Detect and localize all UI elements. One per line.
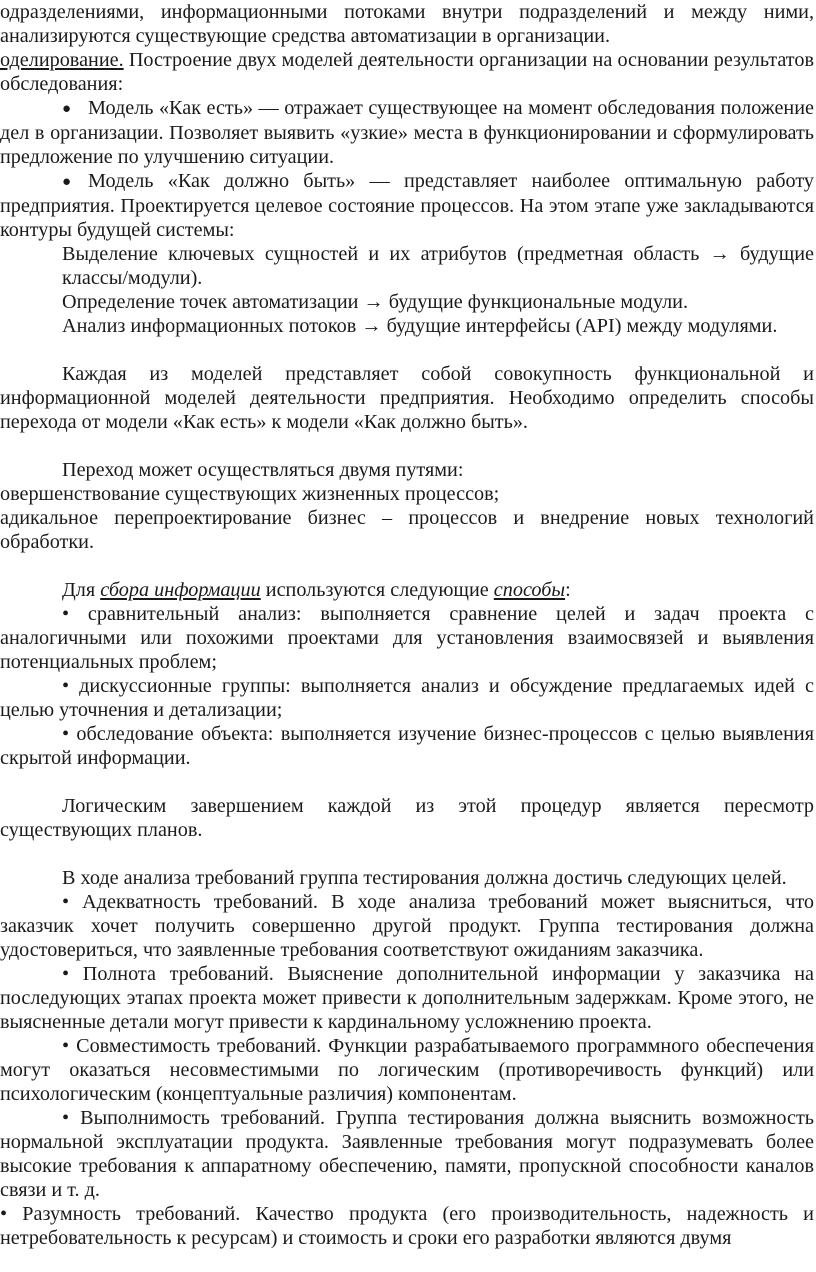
paragraph-modeling [0,48,814,96]
paragraph-analysis-goals: В ходе анализа требований группа тестирования должна достичь следующих целей. [62,867,787,889]
method-inspection: • обследование объекта: выполняется изучение бизнес-процессов с целью выявления скрытой информации. [0,723,814,769]
info-gathering-term: сбора информации [100,579,261,601]
sub-item-automation: Определение точек автоматизации → будущие функциональные модули. [62,291,689,313]
paragraph-departments: одразделениями, информационными потоками внутри подразделений и между ними, анализируются существующие средства автоматизации в организации. [0,1,814,47]
bullet-as-is-text: Модель «Как есть» — отражает существующее на момент обследования положение дел в организации. Позволяет выявить «узкие» места в функционировании и сформулировать предложение по улучшению ситуации. [0,97,814,168]
req-completeness: • Полнота требований. Выяснение дополнительной информации у заказчика на последующих этапах проекта может привести к дополнительным задержкам. Кроме этого, не выясненные детали могут привести к кардинальному усложнению проекта. [0,963,814,1033]
info-text-a: Для [62,579,101,601]
method-comparative: • сравнительный анализ: выполняется сравнение целей и задач проекта с аналогичными или похожими проектами для установления взаимосвязей и выявления потенциальных проблем; [0,603,814,673]
req-adequacy: • Адекватность требований. В ходе анализа требований может выясниться, что заказчик хочет получить совершенно другой продукт. Группа тестирования должна удостовериться, что заявленные требования соответствуют ожиданиям заказчика. [0,891,814,961]
sub-item-flows: Анализ информационных потоков → будущие интерфейсы (API) между модулями. [62,315,778,337]
paragraph-models: Каждая из моделей представляет собой совокупность функциональной и информационной моделей деятельности предприятия. Необходимо определить способы перехода от модели «Как есть» к модели «Как должно быть». [0,363,814,433]
blank-line [0,554,814,578]
modeling-heading: оделирование. [0,49,124,71]
blank-line [0,842,814,866]
paragraph-redesign: адикальное перепроектирование бизнес – процессов и внедрение новых технологий обработки. [0,507,814,553]
paragraph-conclusion: Логическим завершением каждой из этой процедур является пересмотр существующих планов. [0,795,814,841]
blank-line [0,770,814,794]
paragraph-transition: Переход может осуществляться двумя путями: [62,459,464,481]
bullet-to-be-text: Модель «Как должно быть» — представляет наиболее оптимальную работу предприятия. Проектируется целевое состояние процессов. На этом этапе уже закладываются контуры будущей системы: [0,170,814,241]
req-feasibility: • Выполнимость требований. Группа тестирования должна выяснить возможность нормальной эксплуатации продукта. Заявленные требования могут подразумевать более высокие требования к аппаратному обеспечению, памяти, пропускной способности каналов связи и т. д. [0,1107,814,1201]
info-text-e: : [565,579,571,601]
bullet-as-is [0,96,814,169]
paragraph-info-gathering [0,578,814,602]
method-discussion: • дискуссионные группы: выполняется анализ и обсуждение предлагаемых идей с целью уточнения и детализации; [0,675,814,721]
bullet-dot-icon: ● [62,101,72,117]
info-text-c: используются следующие [260,579,494,601]
req-reasonableness: • Разумность требований. Качество продукта (его производительность, надежность и нетребовательность к ресурсам) и стоимость и сроки его разработки являются двумя [0,1203,814,1249]
sub-item-entities: Выделение ключевых сущностей и их атрибутов (предметная область → будущие классы/модули). [62,243,814,289]
blank-line [0,434,814,458]
blank-line [0,338,814,362]
bullet-to-be [0,169,814,242]
modeling-text: Построение двух моделей деятельности организации на основании результатов обследования: [0,49,814,95]
paragraph-improvement: овершенствование существующих жизненных процессов; [0,483,500,505]
methods-term: способы [493,579,566,601]
req-compatibility: • Совместимость требований. Функции разрабатываемого программного обеспечения могут оказаться несовместимыми по логическим (противоречивость функций) или психологическим (концептуальные различия) компонентам. [0,1035,814,1105]
bullet-dot-icon: ● [62,174,72,190]
